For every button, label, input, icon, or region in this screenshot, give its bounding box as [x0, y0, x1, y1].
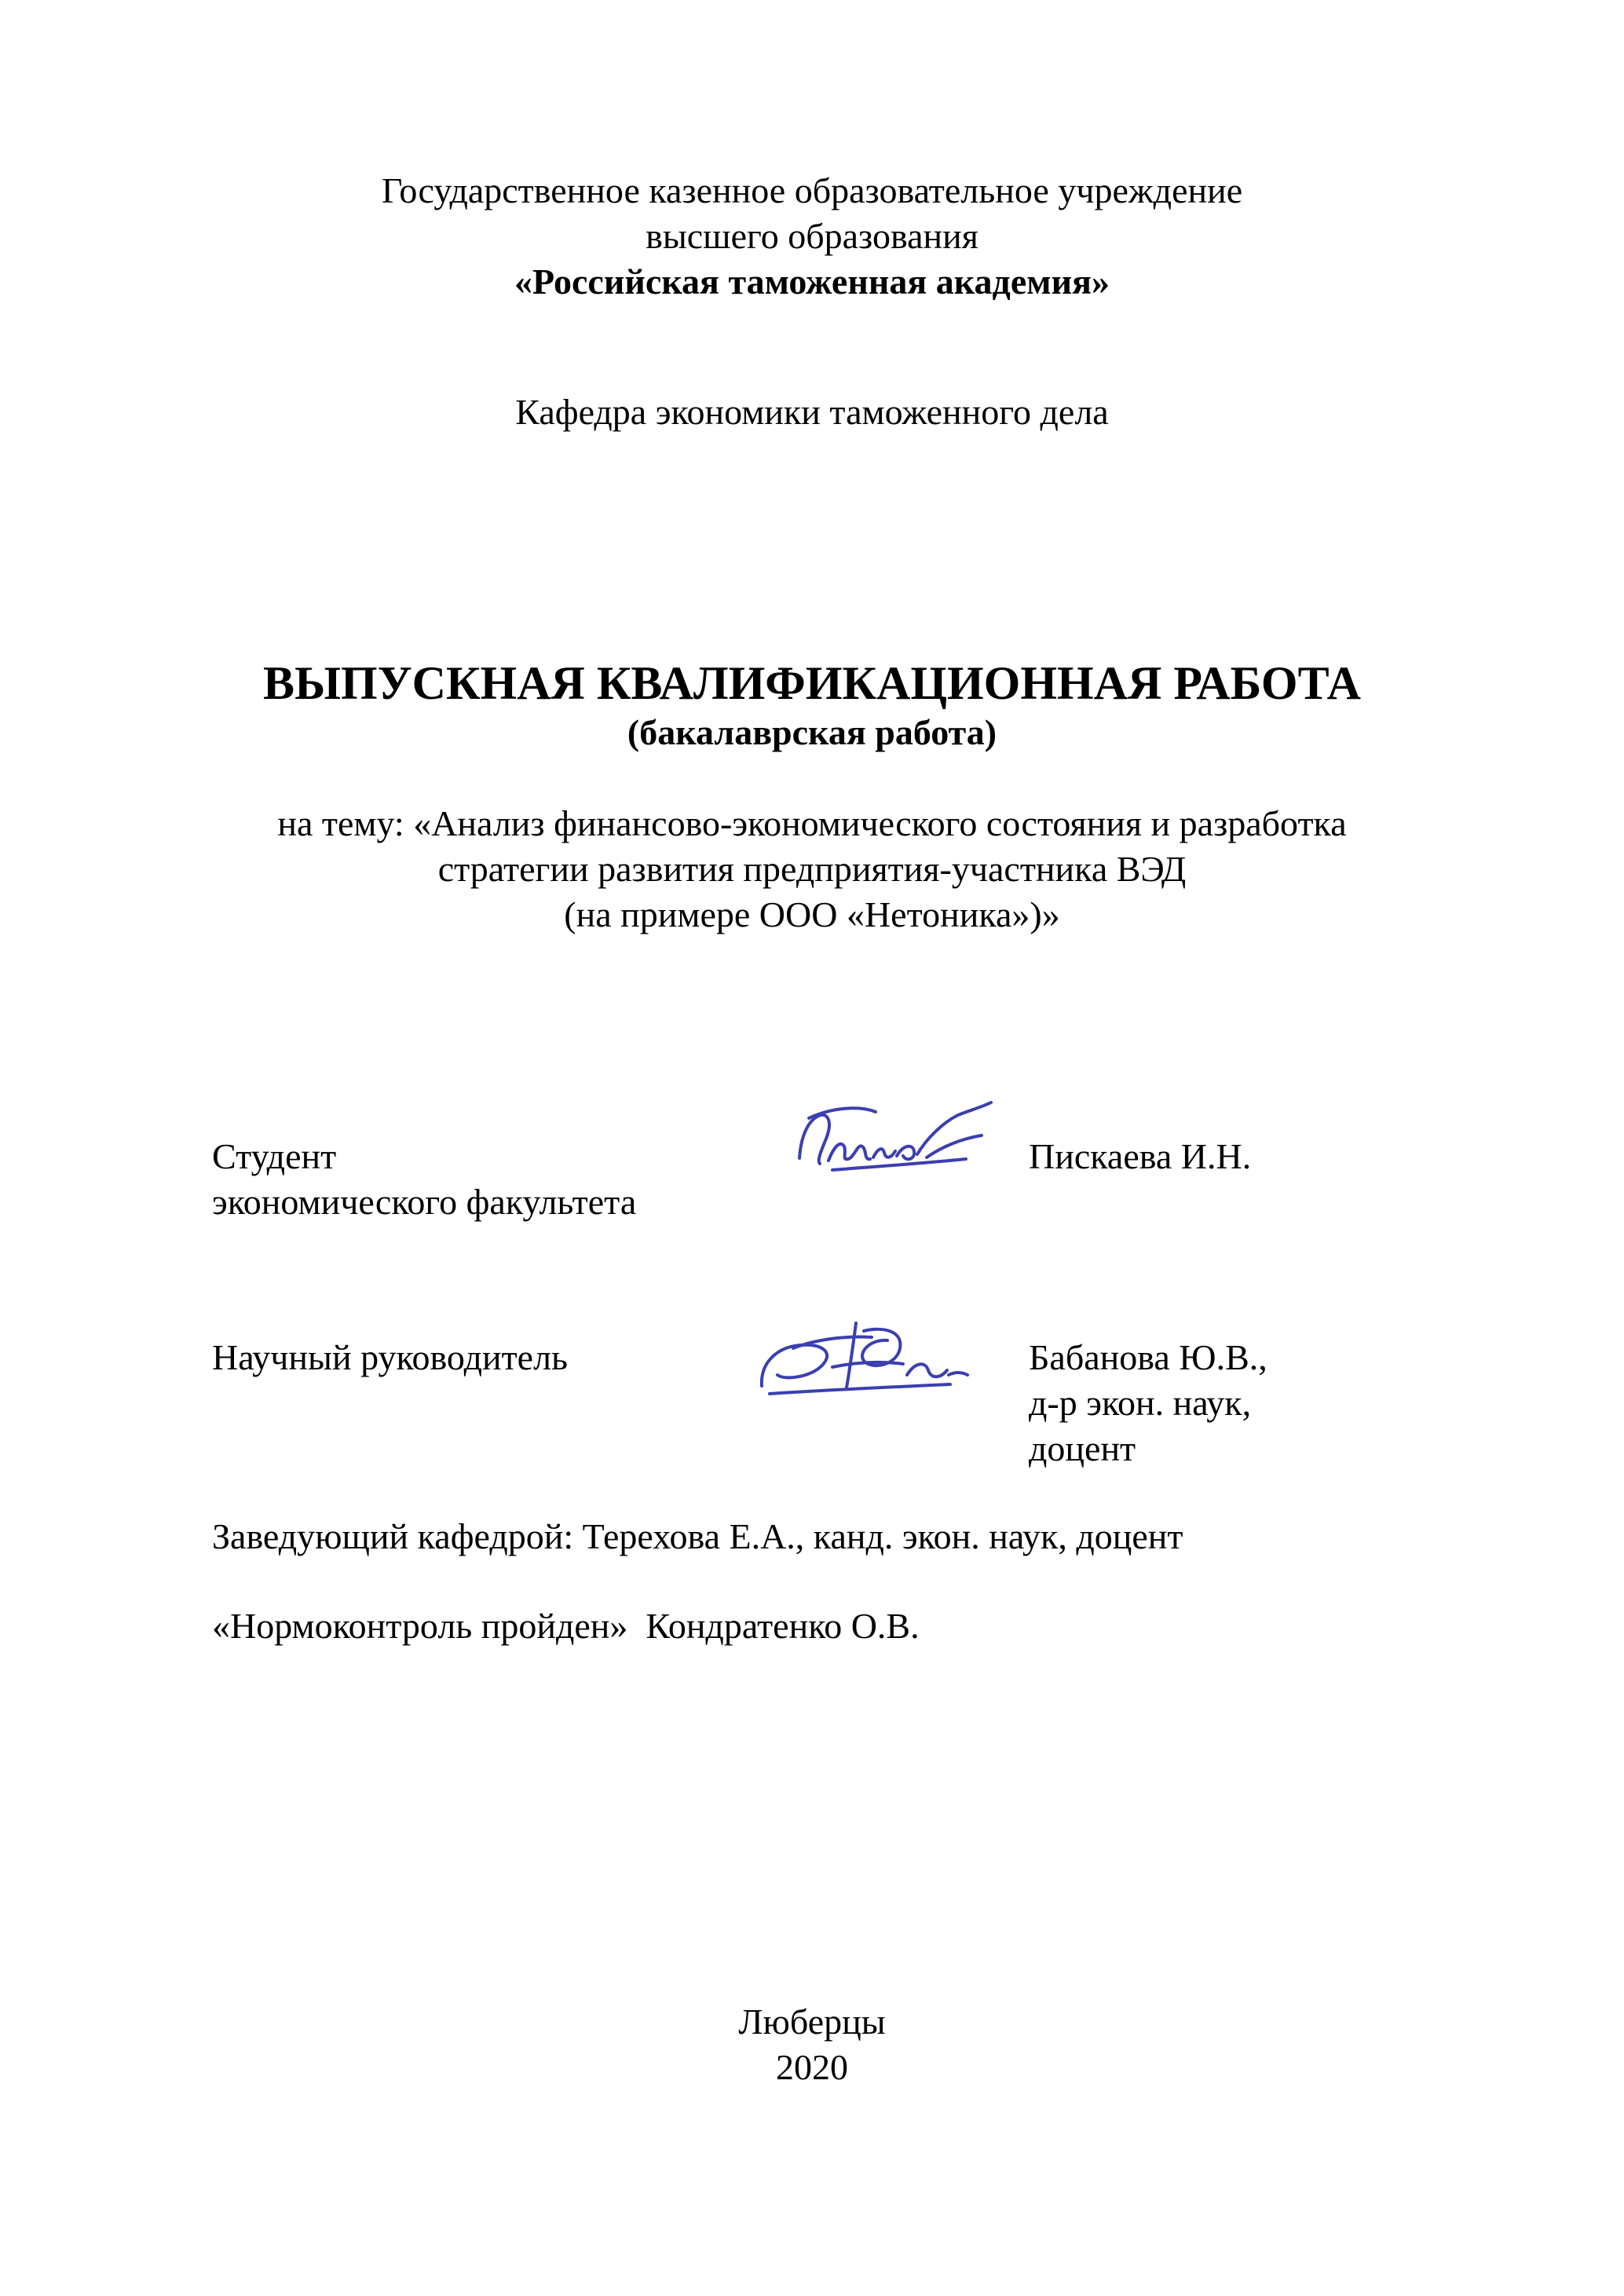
footer-city: Люберцы — [738, 2002, 886, 2042]
student-role-line-2: экономического факультета — [212, 1182, 637, 1222]
advisor-title: доцент — [1029, 1428, 1136, 1468]
institution-name: «Российская таможенная академия» — [514, 261, 1110, 302]
document-title: ВЫПУСКНАЯ КВАЛИФИКАЦИОННАЯ РАБОТА — [263, 657, 1361, 709]
advisor-name: Бабанова Ю.В., — [1029, 1337, 1267, 1377]
topic-line-3: (на примере ООО «Нетоника»)» — [564, 894, 1060, 934]
document-subtitle: (бакалаврская работа) — [627, 712, 997, 752]
institution-line-2: высшего образования — [646, 216, 978, 256]
normcontrol-note: «Нормоконтроль пройден» Кондратенко О.В. — [212, 1606, 920, 1646]
advisor-signature — [746, 1300, 974, 1417]
department: Кафедра экономики таможенного дела — [515, 392, 1109, 432]
advisor-role: Научный руководитель — [212, 1337, 569, 1377]
student-signature — [785, 1091, 1005, 1194]
student-role — [212, 1134, 636, 1225]
topic-block — [0, 801, 1624, 938]
advisor-name-block — [1029, 1335, 1267, 1472]
student-role-line-1: Студент — [212, 1136, 337, 1176]
topic-line-1: на тему: «Анализ финансово-экономического состояния и разработка — [277, 803, 1347, 843]
footer — [0, 1999, 1624, 2090]
footer-year: 2020 — [776, 2047, 848, 2087]
topic-line-2: стратегии развития предприятия-участника ВЭД — [437, 849, 1187, 889]
institution-block — [0, 168, 1624, 305]
advisor-degree: д-р экон. наук, — [1029, 1383, 1252, 1423]
institution-line-1: Государственное казенное образовательное учреждение — [381, 170, 1243, 210]
head-of-department: Заведующий кафедрой: Терехова Е.А., канд. экон. наук, доцент — [212, 1516, 1183, 1556]
student-name: Пискаева И.Н. — [1029, 1136, 1252, 1176]
